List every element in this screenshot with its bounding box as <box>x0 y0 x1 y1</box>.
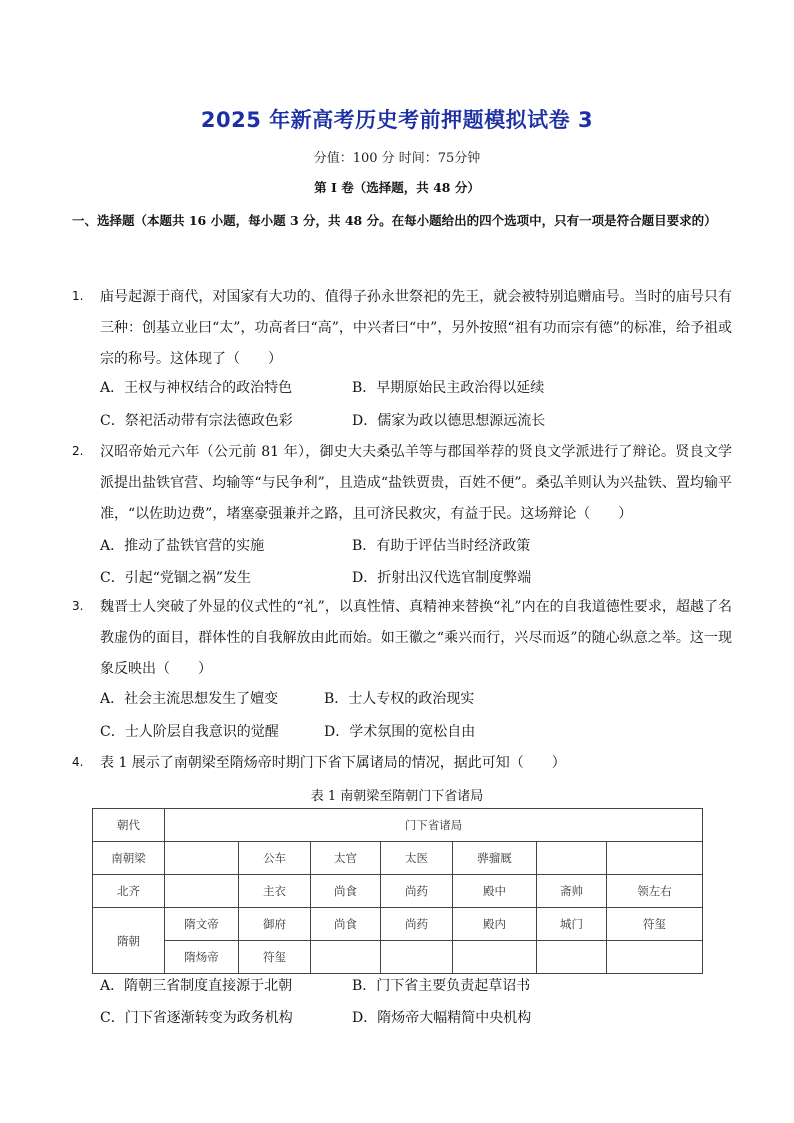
table-cell: 隋炀帝 <box>165 941 239 974</box>
table-cell: 尚食 <box>311 875 381 908</box>
table-cell <box>311 941 381 974</box>
option-b[interactable]: B．早期原始民主政治得以延续 <box>352 380 545 396</box>
section-instructions: 一、选择题（本题共 16 小题，每小题 3 分，共 48 分。在每小题给出的四个选项中，只有一项是符合题目要求的） <box>72 213 717 228</box>
exam-meta: 分值：100 分 时间：75分钟 <box>313 151 481 166</box>
question-number: 4. <box>72 755 84 769</box>
question-3 <box>72 592 732 752</box>
option-a[interactable]: A．推动了盐铁官营的实施 <box>100 538 265 554</box>
table-cell <box>165 875 239 908</box>
table-caption: 表 1 南朝梁至隋朝门下省诸局 <box>310 789 484 804</box>
table-cell: 御府 <box>239 908 311 941</box>
table-cell: 斋帅 <box>537 875 607 908</box>
table-cell: 太医 <box>381 842 453 875</box>
table-cell: 城门 <box>537 908 607 941</box>
question-text: 表 1 展示了南朝梁至隋炀帝时期门下省下属诸局的情况，据此可知（ ） <box>100 755 566 771</box>
option-d[interactable]: D．儒家为政以德思想源远流长 <box>352 413 546 429</box>
option-c[interactable]: C．引起“党锢之祸”发生 <box>100 570 252 586</box>
table-cell: 尚药 <box>381 908 453 941</box>
table-row <box>93 842 703 875</box>
table-cell: 隋文帝 <box>165 908 239 941</box>
table-cell <box>537 941 607 974</box>
option-d[interactable]: D．隋炀帝大幅精简中央机构 <box>352 1010 532 1026</box>
table-cell <box>381 941 453 974</box>
option-a[interactable]: A．隋朝三省制度直接源于北朝 <box>100 978 293 994</box>
question-4 <box>72 748 732 780</box>
question-text: 汉昭帝始元六年（公元前 81 年），御史大夫桑弘羊等与郡国举荐的贤良文学派进行了辩论。贤良文学派提出盐铁官营、均输等“与民争利”，且造成“盐铁贾贵，百姓不便”。桑弘羊则认为兴盐铁、置均输平准，“以佐助边费”，堵塞豪强兼并之路，且可济民救灾，有益于民。这场辩论（ ） <box>100 444 732 522</box>
table-cell: 尚食 <box>311 908 381 941</box>
option-c[interactable]: C．门下省逐渐转变为政务机构 <box>100 1010 293 1026</box>
option-c[interactable]: C．士人阶层自我意识的觉醒 <box>100 724 279 740</box>
option-a[interactable]: A．社会主流思想发生了嬗变 <box>100 691 279 707</box>
table-cell: 朝代 <box>93 809 165 842</box>
option-d[interactable]: D．学术氛围的宽松自由 <box>324 724 476 740</box>
table-row <box>93 809 703 842</box>
question-2 <box>72 437 732 597</box>
question-number: 2. <box>72 444 84 458</box>
table-cell: 领左右 <box>607 875 703 908</box>
option-b[interactable]: B．士人专权的政治现实 <box>324 691 475 707</box>
question-text: 魏晋士人突破了外显的仪式性的“礼”，以真性情、真精神来替换“礼”内在的自我道德性要求，超越了名教虚伪的面目，群体性的自我解放由此而始。如王徽之“乘兴而行，兴尽而返”的随心纵意之举。这一现象反映出（ ） <box>100 599 732 677</box>
table-cell: 南朝梁 <box>93 842 165 875</box>
table-cell: 太官 <box>311 842 381 875</box>
option-b[interactable]: B．有助于评估当时经济政策 <box>352 538 531 554</box>
table-cell <box>607 941 703 974</box>
table-cell: 殿中 <box>453 875 537 908</box>
table-cell: 公车 <box>239 842 311 875</box>
option-a[interactable]: A．王权与神权结合的政治特色 <box>100 380 293 396</box>
table-cell <box>165 842 239 875</box>
table-row <box>93 941 703 974</box>
option-b[interactable]: B．门下省主要负责起草诏书 <box>352 978 531 994</box>
table-cell <box>453 941 537 974</box>
part-heading: 第 I 卷（选择题，共 48 分） <box>314 180 480 195</box>
table-cell: 隋朝 <box>93 908 165 974</box>
table-cell: 符玺 <box>239 941 311 974</box>
table-row <box>93 908 703 941</box>
question-1 <box>72 282 732 442</box>
question-text: 庙号起源于商代，对国家有大功的、值得子孙永世祭祀的先王，就会被特别追赠庙号。当时的庙号只有三种：创基立业曰“太”，功高者曰“高”，中兴者曰“中”，另外按照“祖有功而宗有德”的标准，给予祖或宗的称号。这体现了（ ） <box>100 289 732 367</box>
data-table <box>92 808 703 974</box>
table-cell <box>607 842 703 875</box>
table-cell: 殿内 <box>453 908 537 941</box>
option-d[interactable]: D．折射出汉代选官制度弊端 <box>352 570 532 586</box>
table-cell <box>537 842 607 875</box>
option-c[interactable]: C．祭祀活动带有宗法德政色彩 <box>100 413 293 429</box>
table-cell: 主衣 <box>239 875 311 908</box>
question-number: 3. <box>72 599 84 613</box>
table-cell: 骅骝厩 <box>453 842 537 875</box>
table-row <box>93 875 703 908</box>
table-cell: 门下省诸局 <box>165 809 703 842</box>
question-number: 1. <box>72 289 84 303</box>
table-cell: 尚药 <box>381 875 453 908</box>
table-cell: 北齐 <box>93 875 165 908</box>
table-cell: 符玺 <box>607 908 703 941</box>
exam-title: 2025 年新高考历史考前押题模拟试卷 3 <box>200 108 594 132</box>
